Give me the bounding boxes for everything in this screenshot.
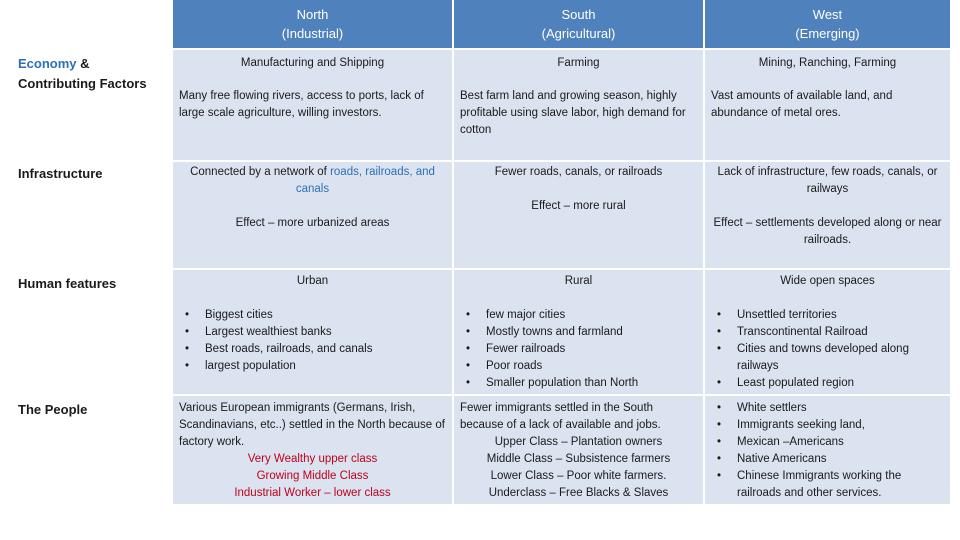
header-south-title: South (561, 7, 596, 22)
people-south-cell (454, 396, 703, 504)
list-item: • Immigrants seeking land, (711, 417, 944, 434)
infrastructure-south-text: Fewer roads, canals, or railroads (494, 166, 663, 178)
people-south-class-middle: Middle Class – Subsistence farmers (486, 453, 671, 465)
row-label-infrastructure (0, 164, 171, 268)
list-item: • largest population (179, 358, 446, 375)
infrastructure-north-pre: Connected by a network of (190, 166, 331, 178)
people-west-cell (705, 396, 950, 504)
economy-west-subtitle: Mining, Ranching, Farming (758, 57, 897, 69)
infrastructure-west-cell (705, 162, 950, 268)
row-label-human-features (0, 274, 171, 394)
list-item: • Transcontinental Railroad (711, 324, 944, 341)
infrastructure-north-effect: Effect – more urbanized areas (235, 217, 390, 229)
list-item: • Smaller population than North (460, 375, 697, 392)
list-item: • White settlers (711, 400, 944, 417)
list-item: • few major cities (460, 307, 697, 324)
human-west-subtitle: Wide open spaces (780, 275, 875, 287)
human-north-cell (173, 270, 452, 394)
infrastructure-west-text: Lack of infrastructure, few roads, canals, or railways (717, 166, 938, 195)
header-west-subtitle: (Emerging) (795, 26, 860, 41)
people-south-text: Fewer immigrants settled in the South because of a lack of available and jobs. (460, 402, 661, 431)
people-north-text: Various European immigrants (Germans, Irish, Scandinavians, etc..) settled in the North because of factory work. (179, 402, 445, 448)
people-south-class-under: Underclass – Free Blacks & Slaves (488, 487, 669, 499)
human-south-subtitle: Rural (564, 275, 593, 287)
header-south (454, 0, 703, 48)
people-south-class-lower: Lower Class – Poor white farmers. (490, 470, 667, 482)
infrastructure-north-highlight: roads, railroads, and canals (295, 166, 435, 195)
list-item: • Fewer railroads (460, 341, 697, 358)
infrastructure-south-cell (454, 162, 703, 268)
people-north-class-upper: Very Wealthy upper class (247, 453, 378, 465)
infrastructure-west-effect: Effect – settlements developed along or near railroads. (713, 217, 942, 246)
row-label-economy-rest: & Contributing Factors (18, 56, 147, 91)
row-label-economy-highlight: Economy (18, 56, 77, 71)
row-label-people-text: The People (18, 402, 88, 417)
human-south-list (460, 307, 697, 392)
header-north-subtitle: (Industrial) (281, 26, 344, 41)
infrastructure-north-text (183, 164, 442, 198)
list-item: • Cities and towns developed along railways (711, 341, 944, 375)
list-item: • Biggest cities (179, 307, 446, 324)
economy-north-cell (173, 50, 452, 160)
header-north-title: North (296, 7, 329, 22)
list-item: • Chinese Immigrants working the railroads and other services. (711, 468, 944, 502)
row-label-people (0, 400, 171, 504)
list-item: • Least populated region (711, 375, 944, 392)
human-south-cell (454, 270, 703, 394)
economy-north-text: Many free flowing rivers, access to ports, lack of large scale agriculture, willing investors. (179, 90, 424, 119)
economy-south-subtitle: Farming (557, 57, 600, 69)
list-item: • Mexican –Americans (711, 434, 944, 451)
list-item: • Mostly towns and farmland (460, 324, 697, 341)
economy-south-text: Best farm land and growing season, highly profitable using slave labor, high demand for cotton (460, 90, 686, 136)
economy-west-text: Vast amounts of available land, and abundance of metal ores. (711, 90, 893, 119)
economy-north-subtitle: Manufacturing and Shipping (240, 57, 385, 69)
header-west (705, 0, 950, 48)
list-item: • Unsettled territories (711, 307, 944, 324)
header-north (173, 0, 452, 48)
row-label-economy (0, 54, 171, 160)
row-label-human-text: Human features (18, 276, 117, 291)
people-north-cell (173, 396, 452, 504)
economy-south-cell (454, 50, 703, 160)
human-west-cell (705, 270, 950, 394)
people-north-class-lower: Industrial Worker – lower class (234, 487, 391, 499)
list-item: • Native Americans (711, 451, 944, 468)
row-label-infrastructure-text: Infrastructure (18, 166, 103, 181)
people-south-class-upper: Upper Class – Plantation owners (494, 436, 663, 448)
people-north-class-middle: Growing Middle Class (256, 470, 369, 482)
economy-west-cell (705, 50, 950, 160)
human-north-list (179, 307, 446, 375)
human-north-subtitle: Urban (296, 275, 329, 287)
list-item: • Largest wealthiest banks (179, 324, 446, 341)
human-west-list (711, 307, 944, 392)
infrastructure-north-cell (173, 162, 452, 268)
list-item: • Best roads, railroads, and canals (179, 341, 446, 358)
header-west-title: West (812, 7, 843, 22)
people-west-list (711, 400, 944, 502)
infrastructure-south-effect: Effect – more rural (531, 200, 626, 212)
list-item: • Poor roads (460, 358, 697, 375)
header-south-subtitle: (Agricultural) (541, 26, 616, 41)
